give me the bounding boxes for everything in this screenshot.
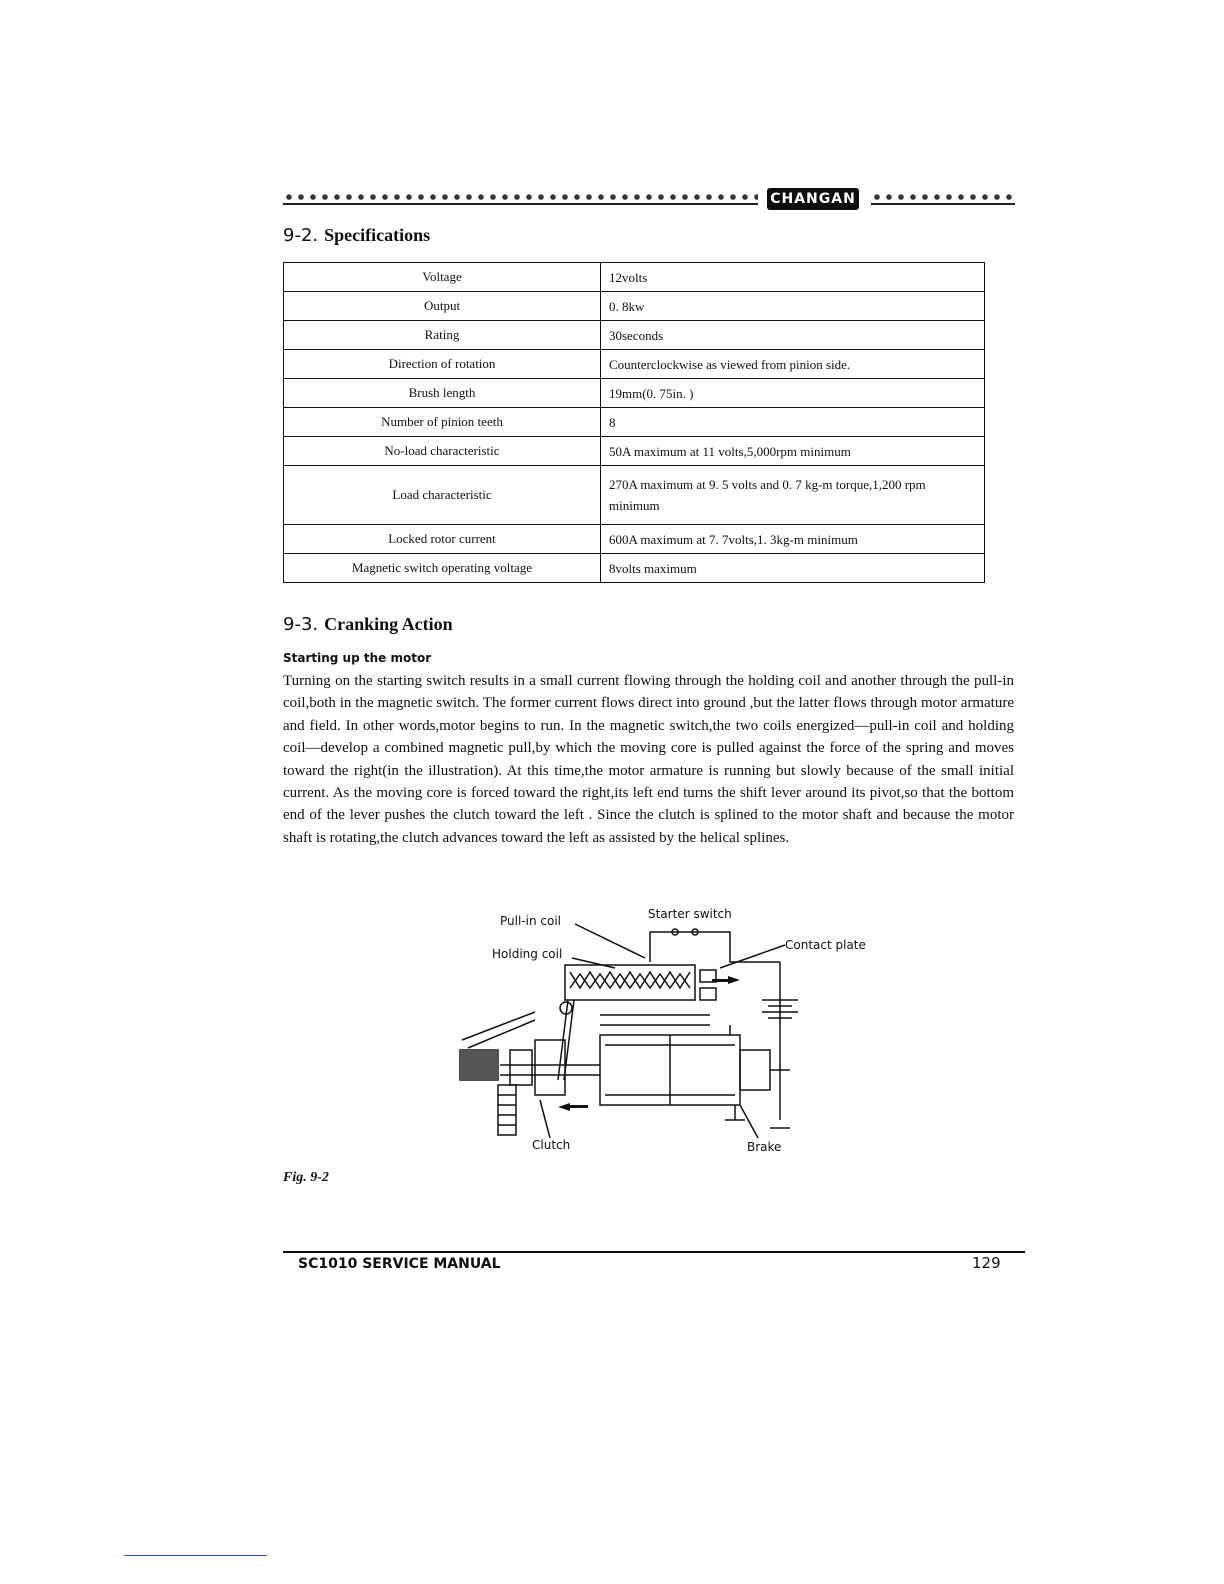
starter-motor-diagram xyxy=(440,900,890,1170)
table-row xyxy=(284,466,985,525)
brand-logo: CHANGAN xyxy=(767,188,859,210)
label-pull-in-coil: Pull-in coil xyxy=(500,914,561,928)
decorative-border-left xyxy=(283,193,758,205)
table-row xyxy=(284,350,985,379)
table-row xyxy=(284,292,985,321)
spec-param: Output xyxy=(284,292,601,321)
label-holding-coil: Holding coil xyxy=(492,947,563,961)
section-number: 9-3. xyxy=(283,614,319,635)
spec-value: 8volts maximum xyxy=(601,554,985,583)
bottom-link-line xyxy=(124,1555,267,1556)
specifications-table xyxy=(283,262,985,583)
label-brake: Brake xyxy=(747,1140,782,1154)
figure-caption: Fig. 9-2 xyxy=(283,1170,329,1185)
spec-value: 19mm(0. 75in. ) xyxy=(601,379,985,408)
label-starter-switch: Starter switch xyxy=(648,907,732,921)
spec-param: Number of pinion teeth xyxy=(284,408,601,437)
table-row xyxy=(284,525,985,554)
spec-value: Counterclockwise as viewed from pinion side. xyxy=(601,350,985,379)
table-row xyxy=(284,437,985,466)
spec-param: No-load characteristic xyxy=(284,437,601,466)
spec-value: 8 xyxy=(601,408,985,437)
decorative-border-right xyxy=(871,193,1015,205)
spec-param: Direction of rotation xyxy=(284,350,601,379)
spec-param: Magnetic switch operating voltage xyxy=(284,554,601,583)
section-title-cranking-action xyxy=(283,614,453,635)
spec-value: 270A maximum at 9. 5 volts and 0. 7 kg-m torque,1,200 rpm minimum xyxy=(601,466,985,525)
spec-param: Load characteristic xyxy=(284,466,601,525)
section-title-text: Specifications xyxy=(324,225,431,245)
label-contact-plate: Contact plate xyxy=(785,938,866,952)
spec-param: Brush length xyxy=(284,379,601,408)
footer-manual-title: SC1010 SERVICE MANUAL xyxy=(298,1256,501,1272)
spec-value: 0. 8kw xyxy=(601,292,985,321)
table-row xyxy=(284,554,985,583)
section-title-text: Cranking Action xyxy=(324,614,453,634)
spec-param: Voltage xyxy=(284,263,601,292)
table-row xyxy=(284,321,985,350)
subheading-starting-motor: Starting up the motor xyxy=(283,651,432,665)
spec-value: 600A maximum at 7. 7volts,1. 3kg-m minimum xyxy=(601,525,985,554)
cranking-paragraph: Turning on the starting switch results in a small current flowing through the holding coil and another through the pull-in coil,both in the magnetic switch. The former current flows direct into ground ,but the latter flows through motor armature and field. In other words,motor begins to run. In the magnetic switch,the two coils energized—pull-in coil and holding coil—develop a combined magnetic pull,by which the moving core is pulled against the force of the spring and moves toward the right(in the illustration). At this time,the motor armature is running but slowly because of the small initial current. As the moving core is forced toward the right,its left end turns the shift lever around its pivot,so that the bottom end of the lever pushes the clutch toward the left . Since the clutch is splined to the motor shaft and because the motor shaft is rotating,the clutch advances toward the left as assisted by the helical splines. xyxy=(283,673,1014,846)
table-row xyxy=(284,379,985,408)
spec-value: 30seconds xyxy=(601,321,985,350)
table-row xyxy=(284,408,985,437)
spec-param: Locked rotor current xyxy=(284,525,601,554)
label-clutch: Clutch xyxy=(532,1138,571,1152)
footer-rule xyxy=(283,1251,1025,1253)
section-number: 9-2. xyxy=(283,225,319,246)
spec-value: 12volts xyxy=(601,263,985,292)
spec-value: 50A maximum at 11 volts,5,000rpm minimum xyxy=(601,437,985,466)
page-number: 129 xyxy=(972,1254,1001,1272)
section-title-specifications xyxy=(283,225,430,246)
page-header-band xyxy=(283,188,1015,210)
table-row xyxy=(284,263,985,292)
spec-param: Rating xyxy=(284,321,601,350)
